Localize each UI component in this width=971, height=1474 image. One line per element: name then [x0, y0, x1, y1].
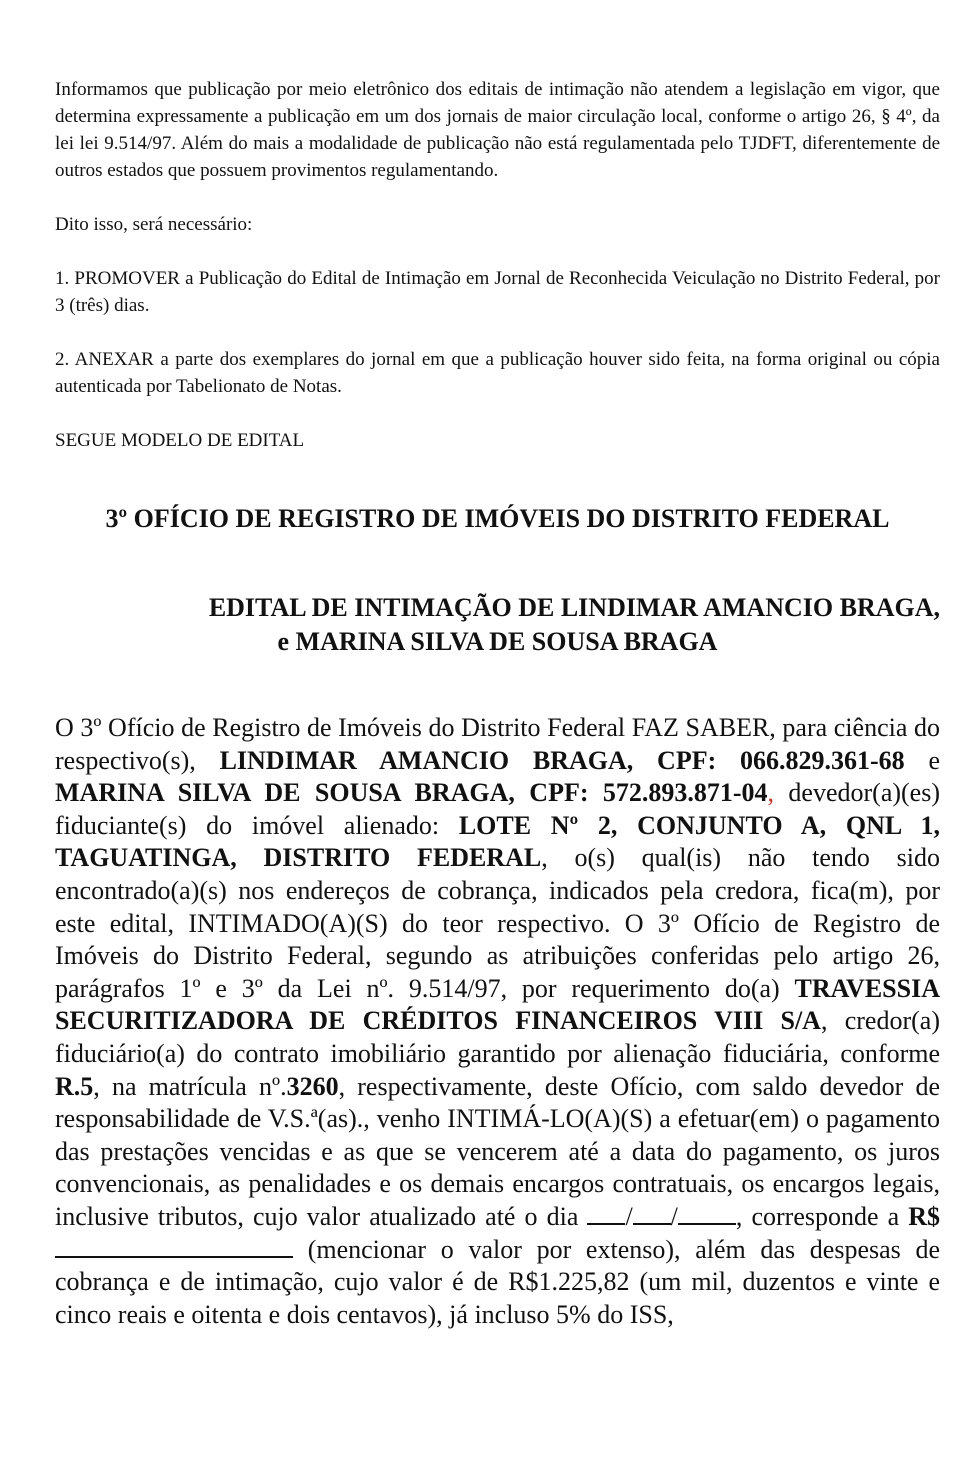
edital-title-line2: e MARINA SILVA DE SOUSA BRAGA [277, 627, 718, 656]
amount-blank [55, 1236, 293, 1258]
body-text-7: , respectivamente, deste Ofício, com saldo devedor de responsabilidade de V.S.ª(as)., venho INTIMÁ-LO(A)(S) a efetuar(em) o pagamento das prestações vencidas e as que se vencerem até a data do pagamento, os juros convencionais, as penalidades e os demais encargos contratuais, os encargos legais, inclusive tributos, cujo valor atualizado até o dia [55, 1071, 940, 1231]
body-text-8: , corresponde a [735, 1201, 909, 1231]
intro-item-anexar: 2. ANEXAR a parte dos exemplares do jornal em que a publicação houver sido feita, na forma original ou cópia autenticada por Tabelionato de Notas. [55, 349, 940, 397]
office-title: 3º OFÍCIO DE REGISTRO DE IMÓVEIS DO DISTRITO FEDERAL [105, 504, 890, 533]
body-text-4: , o(s) qual(is) não tendo sido encontrado(a)(s) nos endereços de cobrança, indicados pela credora, fica(m), por este edital, INTIMADO(A)(S) do teor respectivo. O 3º Ofício de Registro de Imóveis do Distrito Federal, segundo as atribuições conferidas pelo artigo 26, parágrafos 1º e 3º da Lei nº. 9.514/97, por requerimento do(a) [55, 843, 940, 1003]
property-address: LOTE Nº 2, CONJUNTO A, QNL 1, TAGUATINGA, DISTRITO FEDERAL [55, 810, 941, 873]
body-text-1: O 3º Ofício de Registro de Imóveis do Distrito Federal FAZ SABER, para ciência do respectivo(s), [55, 713, 940, 775]
matricula-number: 3260 [286, 1071, 339, 1101]
intro-item-promover: 1. PROMOVER a Publicação do Edital de Intimação em Jornal de Reconhecida Veiculação no Distrito Federal, por 3 (três) dias. [55, 268, 940, 316]
debtor-2: MARINA SILVA DE SOUSA BRAGA, CPF: 572.893.871-04 [55, 778, 768, 808]
body-text-2: e [904, 745, 941, 775]
body-text-6: , na matrícula nº. [93, 1071, 287, 1101]
intro-section [55, 76, 940, 454]
intro-dito-isso: Dito isso, será necessário: [55, 214, 253, 235]
creditor-name: TRAVESSIA SECURITIZADORA DE CRÉDITOS FINANCEIROS VIII S/A [55, 973, 940, 1036]
date-slash-2: / [670, 1201, 678, 1231]
date-year-blank [678, 1203, 736, 1225]
body-text-9: (mencionar o valor por extenso), além das despesas de cobrança e de intimação, cujo valor é de R$1.225,82 (um mil, duzentos e vinte e cinco reais e oitenta e dois centavos), já incluso 5% do ISS, [55, 1234, 940, 1329]
date-month-blank [633, 1203, 671, 1225]
body-text-3: devedor(a)(es) fiduciante(s) do imóvel alienado: [55, 778, 940, 840]
date-day-blank [587, 1203, 625, 1225]
debtor-1: LINDIMAR AMANCIO BRAGA, CPF: 066.829.361-68 [219, 745, 905, 775]
edital-title-line1: EDITAL DE INTIMAÇÃO DE LINDIMAR AMANCIO BRAGA, [208, 593, 940, 622]
intro-segue-modelo: SEGUE MODELO DE EDITAL [55, 430, 305, 451]
red-comma: , [767, 778, 775, 808]
date-slash-1: / [625, 1201, 633, 1231]
edital-title [55, 591, 940, 659]
registro-number: R.5 [55, 1071, 94, 1101]
edital-body [55, 712, 940, 1331]
body-text-5: , credor(a) fiduciário(a) do contrato imobiliário garantido por alienação fiduciária, conforme [55, 1006, 940, 1068]
intro-paragraph: Informamos que publicação por meio eletrônico dos editais de intimação não atendem a legislação em vigor, que determina expressamente a publicação em um dos jornais de maior circulação local, conforme o artigo 26, § 4º, da lei lei 9.514/97. Além do mais a modalidade de publicação não está regulamentada pelo TJDFT, diferentemente de outros estados que possuem provimentos regulamentando. [55, 79, 940, 181]
currency-symbol: R$ [908, 1201, 940, 1231]
